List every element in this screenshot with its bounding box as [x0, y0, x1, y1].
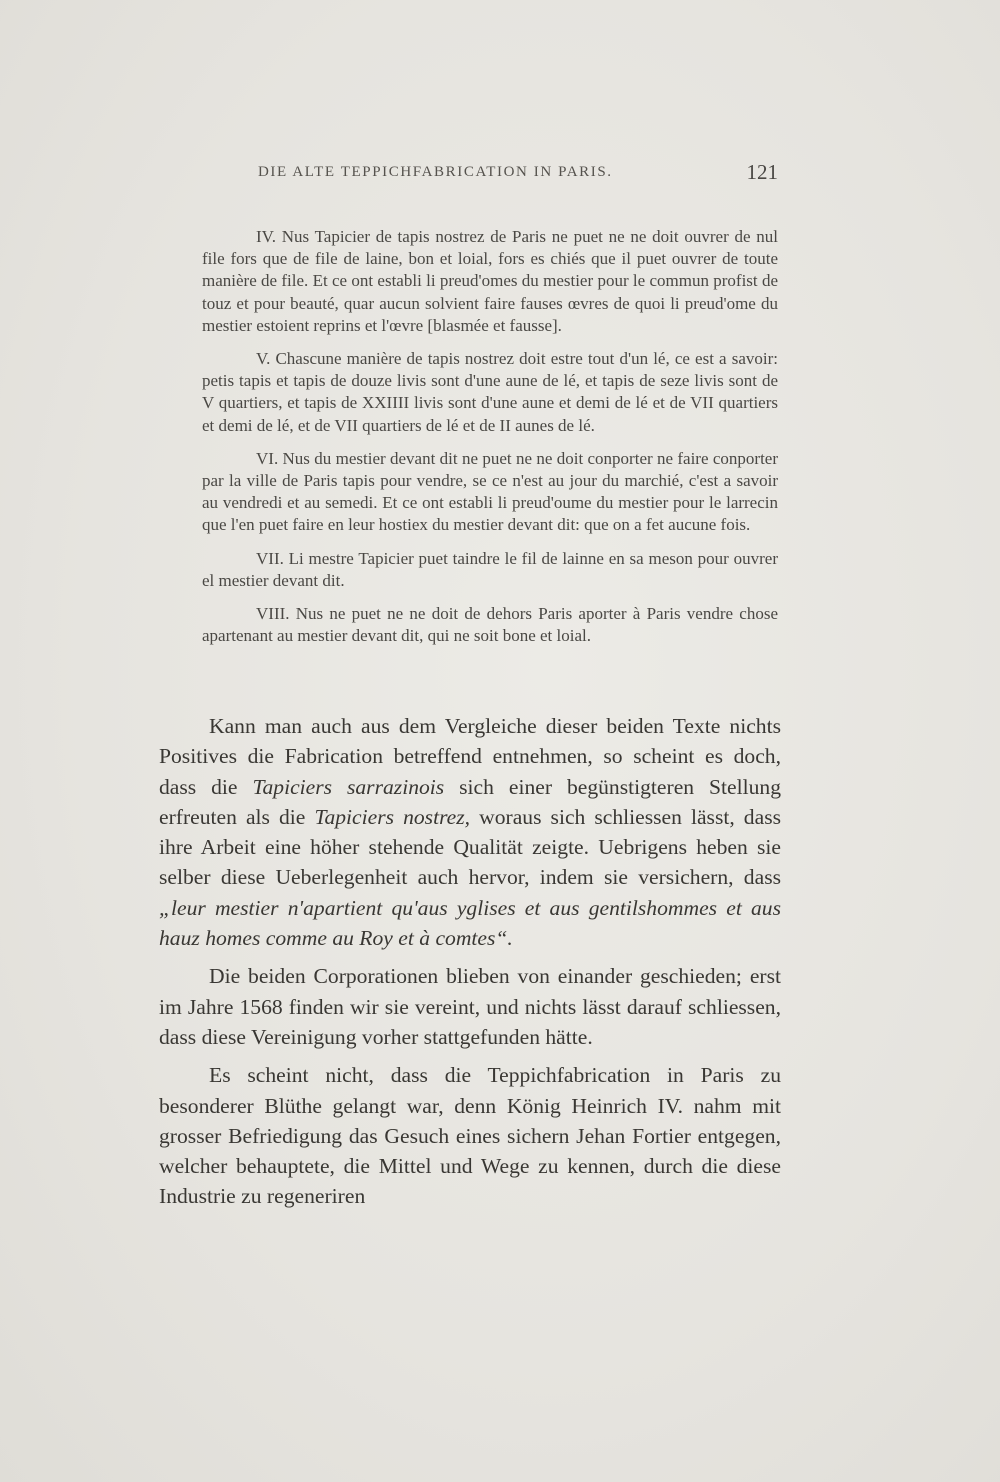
body-paragraph-1: [159, 711, 781, 953]
statute-paragraph-v: V. Chascune manière de tapis nostrez doit estre tout d'un lé, ce est a savoir: petis tapis et tapis de douze livis sont d'une aune de lé, et tapis de seze livis sont de V quartiers, et tapis de XXIIII livis sont d'une aune et demi de lé et de VII quartiers et demi de lé, et de VII quartiers de lé et de II aunes de lé.: [202, 349, 778, 435]
body-text-segment: sich einer begünstigteren Stellung erfreuten als die: [159, 774, 781, 829]
page-number: 121: [746, 160, 778, 184]
quoted-statutes: [202, 226, 778, 647]
statute-paragraph-vii: VII. Li mestre Tapicier puet taindre le fil de lainne en sa meson pour ouvrer el mestier devant dit.: [202, 548, 778, 590]
statute-paragraph-iv: IV. Nus Tapicier de tapis nostrez de Paris ne puet ne ne doit ouvrer de nul file fors que de file de laine, bon et loial, fors es chiés que il puet ouvrer de toute manière de file. Et ce ont establi li preud'omes du mestier pour le commun profist de touz et pour beauté, quar aucun solvient faire fauses œvres de quoi li preud'ome du mestier estoient reprins et l'œvre [blasmée et fausse].: [202, 227, 778, 335]
body-paragraph-3: Es scheint nicht, dass die Teppichfabrication in Paris zu besonderer Blüthe gelangt war, denn König Heinrich IV. nahm mit grosser Befriedigung das Gesuch eines sichern Jehan Fortier entgegen, welcher behauptete, die Mittel und Wege zu kennen, durch die diese Industrie zu regeneriren: [159, 1063, 781, 1209]
italic-term: Tapiciers nostrez,: [314, 804, 471, 829]
statute-paragraph-vi: VI. Nus du mestier devant dit ne puet ne ne doit conporter ne faire conporter par la ville de Paris tapis pour vendre, se ce n'est au jour du marchié, c'est a savoir au vendredi et au semedi. Et ce ont establi li preud'oume du mestier pour le larrecin que l'en puet faire en leur hostiex du mestier devant dit: que on a fet aucune fois.: [202, 448, 778, 535]
body-text-segment: woraus sich schliessen lässt, dass ihre Arbeit eine höher stehende Qualität zeigte. Uebrigens heben sie selber diese Ueberlegenheit auch hervor, indem sie versichern, dass: [159, 804, 782, 890]
main-text: [159, 711, 781, 1220]
italic-term: Tapiciers sarrazinois: [252, 774, 445, 799]
statute-paragraph-viii: VIII. Nus ne puet ne ne doit de dehors Paris aporter à Paris vendre chose apartenant au mestier devant dit, qui ne soit bone et loial.: [202, 604, 778, 646]
body-text-segment: Kann man auch aus dem Vergleiche dieser beiden Texte nichts Positives die Fabrication betreffend entnehmen, so scheint es doch, dass die: [159, 714, 781, 799]
running-head: [258, 160, 778, 188]
running-title: DIE ALTE TEPPICHFABRICATION IN PARIS.: [258, 164, 613, 180]
italic-quotation: „leur mestier n'apartient qu'aus yglises et aus gentilshommes et aus hauz homes comme au Roy et à comtes“.: [159, 895, 781, 951]
body-paragraph-2: Die beiden Corporationen blieben von einander geschieden; erst im Jahre 1568 finden wir sie vereint, und nichts lässt darauf schliessen, dass diese Vereinigung vorher stattgefunden hätte.: [159, 964, 781, 1049]
